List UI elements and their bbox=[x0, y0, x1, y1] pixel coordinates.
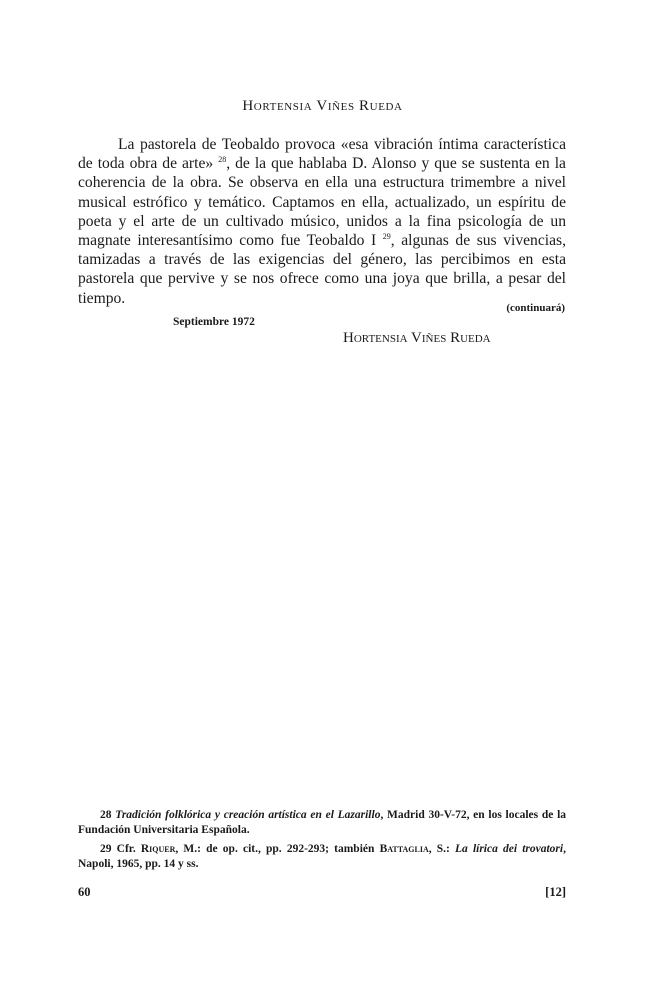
page-tag: [12] bbox=[545, 885, 566, 899]
date-line: Septiembre 1972 bbox=[173, 316, 255, 328]
paragraph: La pastorela de Teobaldo provoca «esa vibración íntima característica de toda obra de arte» $^{28}$, de la que hablaba D. Alonso y que se sustenta en la coherencia de la obra. Se observa en ella una estructura trimembre a nivel musical estrófico y temático. Captamos en ella, actualizado, un espíritu de poeta y el arte de un cultivado músico, unidos a la fina psicología de un magnate interesantísimo como fue Teobaldo I $^{29}$, algunas de sus vivencias, tamizadas a través de las exigencias del género, las percibimos en esta pastorela que pervive y se nos ofrece como una joya que brilla, a pesar del tiempo. bbox=[78, 136, 566, 307]
footnotes bbox=[78, 808, 566, 876]
footnote-ref-28[interactable]: 28 bbox=[218, 155, 227, 165]
running-head-author: Hortensia Viñes Rueda bbox=[242, 98, 403, 114]
body-text bbox=[78, 135, 566, 308]
footnote-29: 29 Cfr. Riquer, M.: de op. cit., pp. 292-293; también Battaglia, S.: La lírica dei trovatori, Napoli, 1965, pp. 14 y ss. bbox=[78, 843, 566, 870]
page-number: 60 bbox=[78, 885, 91, 899]
footnote-28-title: Tradición folklórica y creación artística en el Lazarillo bbox=[115, 809, 381, 821]
footnote-29-title: La lírica dei trovatori bbox=[455, 843, 564, 855]
signature: Hortensia Viñes Rueda bbox=[343, 330, 491, 346]
continued-note: (continuará) bbox=[506, 302, 565, 314]
running-head bbox=[0, 98, 645, 115]
footnote-ref-29[interactable]: 29 bbox=[382, 232, 391, 242]
footnote-28: 28 Tradición folklórica y creación artística en el Lazarillo, Madrid 30-V-72, en los locales de la Fundación Universitaria Española. bbox=[78, 809, 567, 836]
